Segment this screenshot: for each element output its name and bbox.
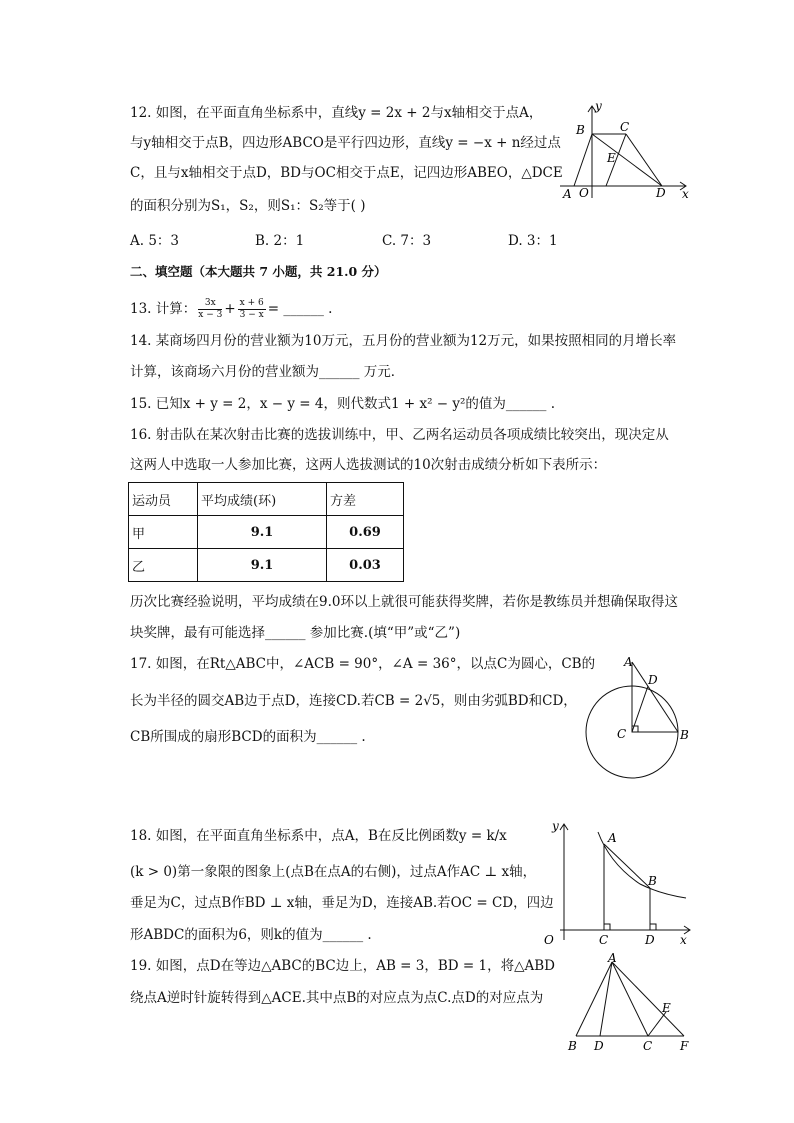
- q13-fraction-2: [238, 298, 266, 321]
- q17-line2: 长为半径的圆交AB边于点D，连接CD.若CB = 2√5，则由劣弧BD和CD，: [130, 693, 577, 709]
- q19-line2: 绕点A逆时针旋转得到△ACE.其中点B的对应点为点C.点D的对应点为: [130, 990, 544, 1006]
- fig17-label-a: A: [624, 655, 633, 669]
- fig18-label-c: C: [599, 933, 609, 947]
- q13-frac2-numerator: x + 6: [239, 298, 264, 308]
- q12-option-c: C. 7：3: [382, 233, 432, 249]
- fig18-segment-ab: [604, 844, 650, 888]
- figure-q17: [580, 650, 696, 780]
- fig18-label-b: B: [648, 874, 657, 888]
- fig19-label-a: A: [608, 951, 617, 965]
- q17-line1: 17. 如图，在Rt△ABC中，∠ACB = 90°，∠A = 36°，以点C为圆心，CB的: [130, 656, 596, 672]
- fig18-label-x: x: [680, 933, 687, 947]
- table-cell: 9.1: [198, 549, 327, 582]
- q12-line2: 与y轴相交于点B，四边形ABCO是平行四边形，直线y = −x + n经过点: [130, 135, 561, 151]
- q16-score-table: [128, 482, 404, 582]
- fig17-segment-cd: [632, 686, 648, 732]
- q13-plus: +: [224, 301, 236, 317]
- q13-frac1-denominator: x − 3: [198, 310, 223, 320]
- q12-line3: C，且与x轴相交于点D，BD与OC相交于点E，记四边形ABEO，△DCE: [130, 165, 563, 181]
- table-header-row: [129, 483, 404, 516]
- fig12-label-x: x: [682, 187, 689, 201]
- fig17-label-b: B: [680, 728, 689, 742]
- fig18-label-d: D: [645, 933, 655, 947]
- fig19-segment-ac: [612, 962, 648, 1036]
- fig19-segment-ab: [576, 962, 612, 1036]
- q13-frac1-numerator: 3x: [198, 298, 222, 310]
- table-row: [129, 516, 404, 549]
- q14-line1: 14. 某商场四月份的营业额为10万元，五月份的营业额为12万元，如果按照相同的月增长率: [130, 333, 677, 349]
- q12-option-a: A. 5：3: [130, 233, 180, 249]
- q16-line3: 历次比赛经验说明，平均成绩在9.0环以上就很可能获得奖牌，若你是教练员并想确保取得这: [130, 594, 678, 610]
- fig12-label-e: E: [607, 151, 616, 165]
- q12-line1: 12. 如图，在平面直角坐标系中，直线y = 2x + 2与x轴相交于点A，: [130, 105, 543, 121]
- fig12-segment-ab: [574, 134, 592, 186]
- fig12-label-y: y: [595, 99, 602, 113]
- table-cell: 0.69: [327, 516, 404, 549]
- fig18-right-angle-c: [604, 924, 610, 930]
- fig19-label-d: D: [594, 1039, 604, 1053]
- q18-line1: 18. 如图，在平面直角坐标系中，点A，B在反比例函数y = k/x: [130, 828, 507, 844]
- q12-option-b: B. 2：1: [255, 233, 305, 249]
- fig12-segment-cd: [626, 134, 662, 186]
- q13-suffix: = ______ .: [267, 301, 333, 317]
- fig12-label-a: A: [563, 187, 572, 201]
- q13-frac2-denominator: 3 − x: [239, 310, 264, 320]
- fig19-segment-ce: [648, 1012, 666, 1036]
- fig17-label-c: C: [617, 727, 627, 741]
- figure-q12: [556, 98, 696, 202]
- fig19-segment-af: [612, 962, 684, 1036]
- table-header-cell: 平均成绩(环): [198, 483, 327, 516]
- q17-line3: CB所围成的扇形BCD的面积为______ .: [130, 729, 366, 745]
- fig19-label-b: B: [568, 1039, 577, 1053]
- q18-line4: 形ABDC的面积为6，则k的值为______ .: [130, 927, 372, 943]
- fig19-label-e: E: [662, 1001, 671, 1015]
- q19-line1: 19. 如图，点D在等边△ABC的BC边上，AB = 3，BD = 1，将△ABD: [130, 958, 555, 974]
- figure-q18: [540, 818, 696, 950]
- fig18-label-o: O: [544, 933, 554, 947]
- table-row: [129, 549, 404, 582]
- table-header-cell: 运动员: [129, 483, 198, 516]
- fig18-right-angle-d: [650, 924, 656, 930]
- section-2-heading: 二、填空题（本大题共 7 小题，共 21.0 分）: [130, 264, 387, 279]
- q12-line4: 的面积分别为S₁，S₂，则S₁：S₂等于( ): [130, 198, 366, 214]
- q12-option-d: D. 3：1: [508, 233, 558, 249]
- q16-line1: 16. 射击队在某次射击比赛的选拔训练中，甲、乙两名运动员各项成绩比较突出，现决定从: [130, 427, 669, 443]
- table-cell: 乙: [129, 549, 198, 582]
- fig12-segment-bd: [592, 134, 662, 186]
- q13-fraction-1: [198, 298, 222, 321]
- table-cell: 甲: [129, 516, 198, 549]
- q16-line4: 块奖牌，最有可能选择______ 参加比赛.(填“甲”或“乙”): [130, 625, 461, 641]
- fig12-label-b: B: [576, 123, 585, 137]
- fig17-label-d: D: [648, 673, 658, 687]
- fig12-label-o: O: [579, 186, 589, 200]
- q18-line2: (k > 0)第一象限的图象上(点B在点A的右侧)，过点A作AC ⊥ x轴，: [130, 864, 537, 880]
- q15-line1: 15. 已知x + y = 2，x − y = 4，则代数式1 + x² − y²的值为______ .: [130, 396, 556, 412]
- fig18-label-y: y: [552, 819, 559, 833]
- fig19-segment-ad: [600, 962, 612, 1036]
- fig12-label-c: C: [620, 120, 630, 134]
- fig19-label-f: F: [680, 1039, 689, 1053]
- fig19-label-c: C: [643, 1039, 653, 1053]
- table-cell: 9.1: [198, 516, 327, 549]
- q14-line2: 计算，该商场六月份的营业额为______ 万元．: [130, 364, 405, 380]
- fig18-label-a: A: [608, 831, 617, 845]
- q13: [130, 295, 332, 323]
- table-cell: 0.03: [327, 549, 404, 582]
- q16-line2: 这两人中选取一人参加比赛，这两人选拔测试的10次射击成绩分析如下表所示：: [130, 457, 607, 473]
- q13-prefix: 13. 计算：: [130, 301, 197, 317]
- fig12-label-d: D: [656, 186, 666, 200]
- q18-line3: 垂足为C，过点B作BD ⊥ x轴，垂足为D，连接AB.若OC = CD，四边: [130, 895, 554, 911]
- figure-q19: [562, 950, 696, 1054]
- table-header-cell: 方差: [327, 483, 404, 516]
